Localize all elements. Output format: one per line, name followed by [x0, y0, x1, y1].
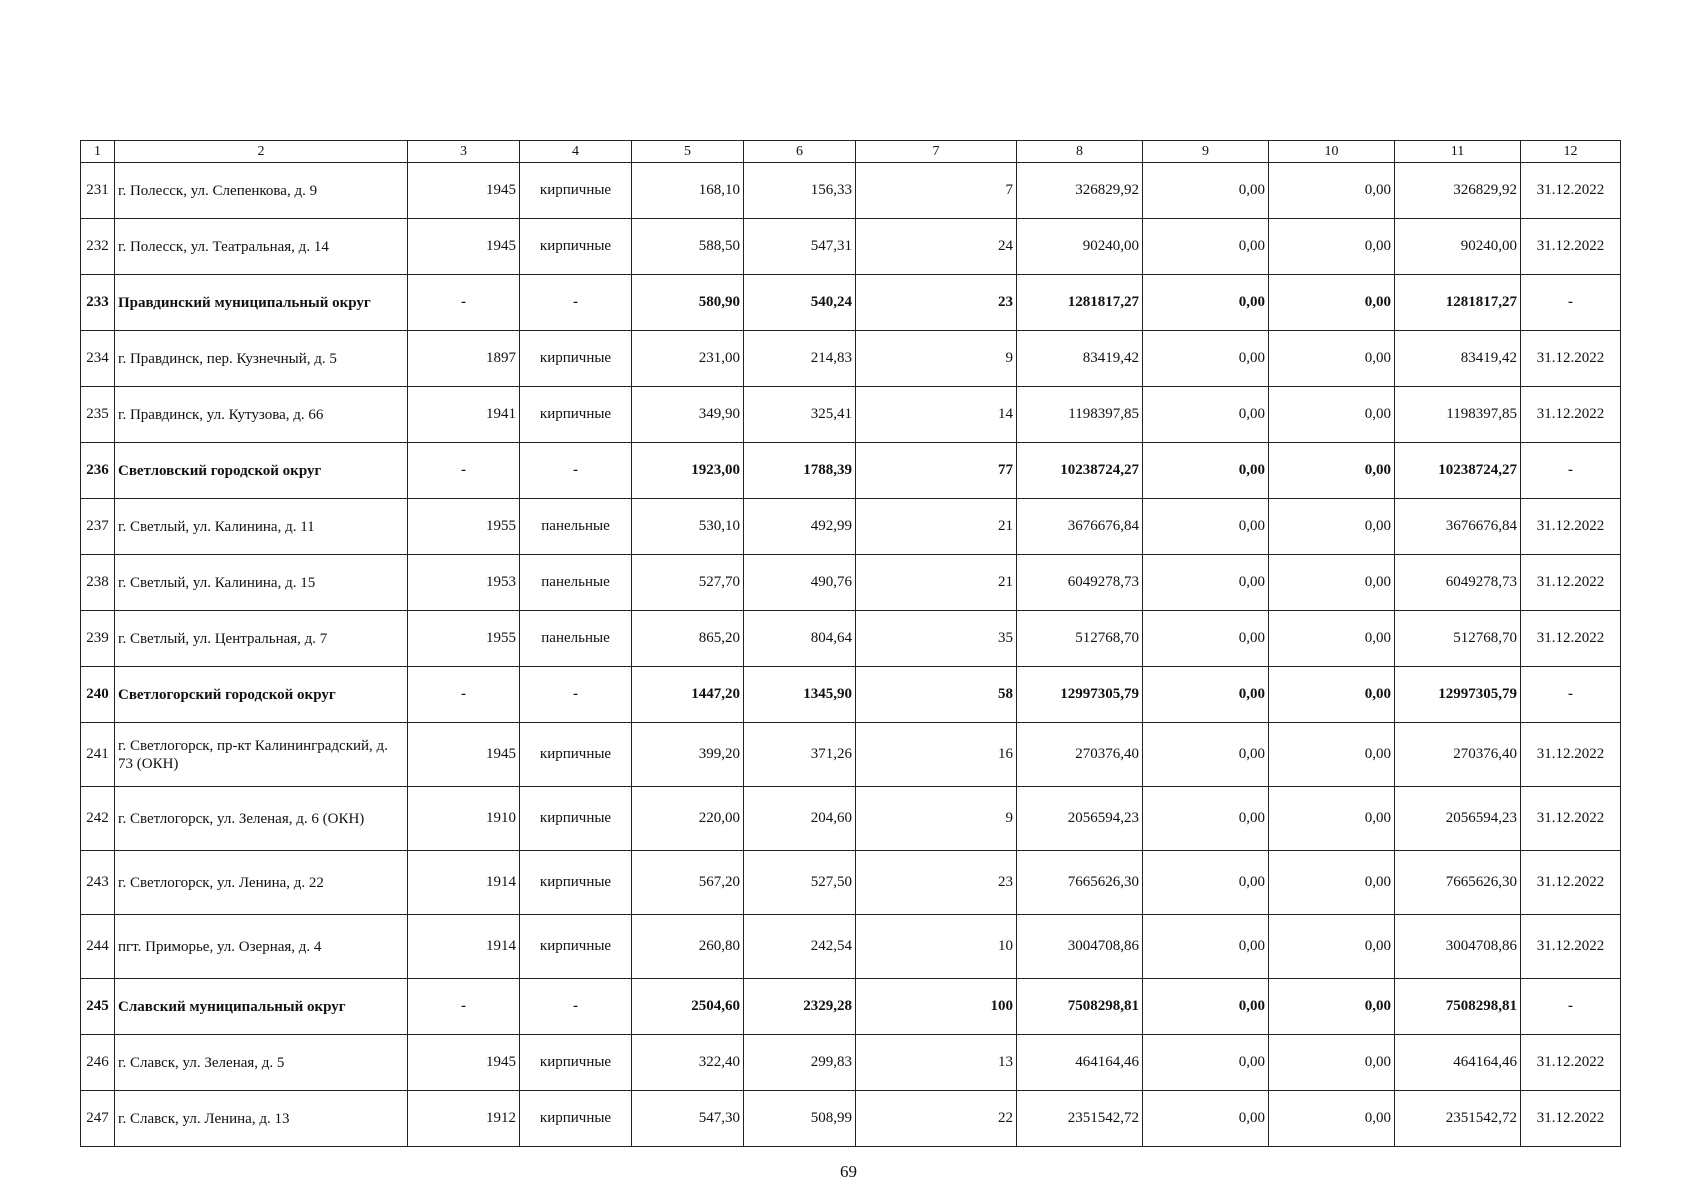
- col11-cell: 270376,40: [1395, 723, 1521, 787]
- col8-cell: 83419,42: [1017, 331, 1143, 387]
- col9-cell: 0,00: [1143, 1035, 1269, 1091]
- col12-cell: 31.12.2022: [1521, 915, 1621, 979]
- col10-cell: 0,00: [1269, 611, 1395, 667]
- address-cell: г. Полесск, ул. Театральная, д. 14: [115, 219, 408, 275]
- year-cell: 1955: [408, 499, 520, 555]
- col5-cell: 168,10: [632, 163, 744, 219]
- col10-cell: 0,00: [1269, 1091, 1395, 1147]
- address-cell: г. Полесск, ул. Слепенкова, д. 9: [115, 163, 408, 219]
- col12-cell: 31.12.2022: [1521, 1035, 1621, 1091]
- col12-cell: 31.12.2022: [1521, 787, 1621, 851]
- col5-cell: 530,10: [632, 499, 744, 555]
- col11-cell: 1198397,85: [1395, 387, 1521, 443]
- address-cell: Светловский городской округ: [115, 443, 408, 499]
- col11-cell: 10238724,27: [1395, 443, 1521, 499]
- address-cell: г. Светлый, ул. Калинина, д. 11: [115, 499, 408, 555]
- material-cell: кирпичные: [520, 387, 632, 443]
- material-cell: -: [520, 667, 632, 723]
- material-cell: кирпичные: [520, 1035, 632, 1091]
- col5-cell: 322,40: [632, 1035, 744, 1091]
- col6-cell: 490,76: [744, 555, 856, 611]
- material-cell: кирпичные: [520, 331, 632, 387]
- header-cell: 8: [1017, 141, 1143, 163]
- col12-cell: 31.12.2022: [1521, 163, 1621, 219]
- col5-cell: 567,20: [632, 851, 744, 915]
- col11-cell: 83419,42: [1395, 331, 1521, 387]
- year-cell: 1914: [408, 851, 520, 915]
- col10-cell: 0,00: [1269, 275, 1395, 331]
- col9-cell: 0,00: [1143, 275, 1269, 331]
- col5-cell: 399,20: [632, 723, 744, 787]
- subtotal-row: [81, 443, 1621, 499]
- col10-cell: 0,00: [1269, 851, 1395, 915]
- row-number-cell: 236: [81, 443, 115, 499]
- address-cell: г. Славск, ул. Ленина, д. 13: [115, 1091, 408, 1147]
- row-number-cell: 246: [81, 1035, 115, 1091]
- col8-cell: 90240,00: [1017, 219, 1143, 275]
- col6-cell: 804,64: [744, 611, 856, 667]
- header-cell: 4: [520, 141, 632, 163]
- table-row: [81, 331, 1621, 387]
- col12-cell: 31.12.2022: [1521, 851, 1621, 915]
- col12-cell: -: [1521, 443, 1621, 499]
- col5-cell: 349,90: [632, 387, 744, 443]
- row-number-cell: 243: [81, 851, 115, 915]
- header-cell: 9: [1143, 141, 1269, 163]
- col7-cell: 23: [856, 851, 1017, 915]
- table-row: [81, 219, 1621, 275]
- col7-cell: 7: [856, 163, 1017, 219]
- col11-cell: 1281817,27: [1395, 275, 1521, 331]
- col7-cell: 9: [856, 787, 1017, 851]
- address-cell: г. Светлый, ул. Центральная, д. 7: [115, 611, 408, 667]
- year-cell: 1945: [408, 723, 520, 787]
- table-row: [81, 915, 1621, 979]
- col9-cell: 0,00: [1143, 219, 1269, 275]
- col8-cell: 1198397,85: [1017, 387, 1143, 443]
- col8-cell: 2056594,23: [1017, 787, 1143, 851]
- col9-cell: 0,00: [1143, 915, 1269, 979]
- year-cell: 1897: [408, 331, 520, 387]
- year-cell: 1914: [408, 915, 520, 979]
- table-row: [81, 555, 1621, 611]
- row-number-cell: 238: [81, 555, 115, 611]
- col9-cell: 0,00: [1143, 787, 1269, 851]
- col9-cell: 0,00: [1143, 555, 1269, 611]
- col10-cell: 0,00: [1269, 387, 1395, 443]
- year-cell: 1953: [408, 555, 520, 611]
- col6-cell: 242,54: [744, 915, 856, 979]
- col8-cell: 6049278,73: [1017, 555, 1143, 611]
- col8-cell: 326829,92: [1017, 163, 1143, 219]
- year-cell: 1945: [408, 1035, 520, 1091]
- col10-cell: 0,00: [1269, 1035, 1395, 1091]
- col5-cell: 1447,20: [632, 667, 744, 723]
- col7-cell: 100: [856, 979, 1017, 1035]
- col9-cell: 0,00: [1143, 723, 1269, 787]
- address-cell: Светлогорский городской округ: [115, 667, 408, 723]
- col10-cell: 0,00: [1269, 555, 1395, 611]
- row-number-cell: 244: [81, 915, 115, 979]
- col10-cell: 0,00: [1269, 331, 1395, 387]
- col12-cell: 31.12.2022: [1521, 611, 1621, 667]
- material-cell: кирпичные: [520, 219, 632, 275]
- address-cell: пгт. Приморье, ул. Озерная, д. 4: [115, 915, 408, 979]
- col12-cell: 31.12.2022: [1521, 219, 1621, 275]
- col11-cell: 3004708,86: [1395, 915, 1521, 979]
- col6-cell: 508,99: [744, 1091, 856, 1147]
- col7-cell: 24: [856, 219, 1017, 275]
- row-number-cell: 241: [81, 723, 115, 787]
- col5-cell: 231,00: [632, 331, 744, 387]
- address-cell: г. Славск, ул. Зеленая, д. 5: [115, 1035, 408, 1091]
- col7-cell: 9: [856, 331, 1017, 387]
- col6-cell: 204,60: [744, 787, 856, 851]
- year-cell: -: [408, 443, 520, 499]
- material-cell: панельные: [520, 555, 632, 611]
- col7-cell: 22: [856, 1091, 1017, 1147]
- row-number-cell: 247: [81, 1091, 115, 1147]
- address-cell: г. Светлогорск, пр-кт Калининградский, д. 73 (ОКН): [115, 723, 408, 787]
- col12-cell: 31.12.2022: [1521, 331, 1621, 387]
- col9-cell: 0,00: [1143, 387, 1269, 443]
- year-cell: 1955: [408, 611, 520, 667]
- table-row: [81, 163, 1621, 219]
- col7-cell: 23: [856, 275, 1017, 331]
- col11-cell: 6049278,73: [1395, 555, 1521, 611]
- header-cell: 6: [744, 141, 856, 163]
- col7-cell: 10: [856, 915, 1017, 979]
- col6-cell: 540,24: [744, 275, 856, 331]
- col7-cell: 16: [856, 723, 1017, 787]
- table-row: [81, 611, 1621, 667]
- col5-cell: 865,20: [632, 611, 744, 667]
- material-cell: -: [520, 979, 632, 1035]
- address-cell: г. Правдинск, пер. Кузнечный, д. 5: [115, 331, 408, 387]
- page-number: 69: [840, 1162, 857, 1181]
- col10-cell: 0,00: [1269, 979, 1395, 1035]
- material-cell: кирпичные: [520, 163, 632, 219]
- col10-cell: 0,00: [1269, 787, 1395, 851]
- col8-cell: 270376,40: [1017, 723, 1143, 787]
- col10-cell: 0,00: [1269, 443, 1395, 499]
- col8-cell: 512768,70: [1017, 611, 1143, 667]
- col6-cell: 492,99: [744, 499, 856, 555]
- col7-cell: 77: [856, 443, 1017, 499]
- row-number-cell: 239: [81, 611, 115, 667]
- col12-cell: 31.12.2022: [1521, 723, 1621, 787]
- col9-cell: 0,00: [1143, 611, 1269, 667]
- col11-cell: 3676676,84: [1395, 499, 1521, 555]
- row-number-cell: 242: [81, 787, 115, 851]
- header-cell: 10: [1269, 141, 1395, 163]
- year-cell: 1941: [408, 387, 520, 443]
- col10-cell: 0,00: [1269, 667, 1395, 723]
- col9-cell: 0,00: [1143, 667, 1269, 723]
- table-row: [81, 1035, 1621, 1091]
- col12-cell: -: [1521, 979, 1621, 1035]
- col5-cell: 2504,60: [632, 979, 744, 1035]
- col6-cell: 1788,39: [744, 443, 856, 499]
- header-cell: 7: [856, 141, 1017, 163]
- table-row: [81, 1091, 1621, 1147]
- housing-table: [80, 140, 1621, 1147]
- subtotal-row: [81, 275, 1621, 331]
- col10-cell: 0,00: [1269, 219, 1395, 275]
- col12-cell: 31.12.2022: [1521, 1091, 1621, 1147]
- col5-cell: 527,70: [632, 555, 744, 611]
- col9-cell: 0,00: [1143, 499, 1269, 555]
- col11-cell: 2351542,72: [1395, 1091, 1521, 1147]
- row-number-cell: 232: [81, 219, 115, 275]
- col8-cell: 1281817,27: [1017, 275, 1143, 331]
- col8-cell: 2351542,72: [1017, 1091, 1143, 1147]
- year-cell: -: [408, 275, 520, 331]
- col11-cell: 512768,70: [1395, 611, 1521, 667]
- col9-cell: 0,00: [1143, 163, 1269, 219]
- row-number-cell: 234: [81, 331, 115, 387]
- col9-cell: 0,00: [1143, 331, 1269, 387]
- col11-cell: 7508298,81: [1395, 979, 1521, 1035]
- row-number-cell: 245: [81, 979, 115, 1035]
- col5-cell: 220,00: [632, 787, 744, 851]
- table-row: [81, 787, 1621, 851]
- col10-cell: 0,00: [1269, 163, 1395, 219]
- material-cell: кирпичные: [520, 851, 632, 915]
- col8-cell: 464164,46: [1017, 1035, 1143, 1091]
- col6-cell: 527,50: [744, 851, 856, 915]
- material-cell: панельные: [520, 611, 632, 667]
- col10-cell: 0,00: [1269, 915, 1395, 979]
- col11-cell: 326829,92: [1395, 163, 1521, 219]
- col12-cell: -: [1521, 667, 1621, 723]
- col9-cell: 0,00: [1143, 979, 1269, 1035]
- row-number-cell: 237: [81, 499, 115, 555]
- address-cell: Правдинский муниципальный округ: [115, 275, 408, 331]
- table-row: [81, 723, 1621, 787]
- row-number-cell: 235: [81, 387, 115, 443]
- header-cell: 2: [115, 141, 408, 163]
- address-cell: г. Светлогорск, ул. Ленина, д. 22: [115, 851, 408, 915]
- year-cell: -: [408, 979, 520, 1035]
- address-cell: г. Светлогорск, ул. Зеленая, д. 6 (ОКН): [115, 787, 408, 851]
- material-cell: -: [520, 443, 632, 499]
- col12-cell: -: [1521, 275, 1621, 331]
- col8-cell: 10238724,27: [1017, 443, 1143, 499]
- col5-cell: 1923,00: [632, 443, 744, 499]
- col6-cell: 1345,90: [744, 667, 856, 723]
- col9-cell: 0,00: [1143, 1091, 1269, 1147]
- header-cell: 12: [1521, 141, 1621, 163]
- col11-cell: 90240,00: [1395, 219, 1521, 275]
- col6-cell: 214,83: [744, 331, 856, 387]
- col8-cell: 12997305,79: [1017, 667, 1143, 723]
- table-row: [81, 387, 1621, 443]
- year-cell: 1910: [408, 787, 520, 851]
- year-cell: 1912: [408, 1091, 520, 1147]
- row-number-cell: 233: [81, 275, 115, 331]
- col6-cell: 325,41: [744, 387, 856, 443]
- material-cell: -: [520, 275, 632, 331]
- col12-cell: 31.12.2022: [1521, 499, 1621, 555]
- col8-cell: 7665626,30: [1017, 851, 1143, 915]
- subtotal-row: [81, 979, 1621, 1035]
- col8-cell: 3676676,84: [1017, 499, 1143, 555]
- col12-cell: 31.12.2022: [1521, 387, 1621, 443]
- col7-cell: 35: [856, 611, 1017, 667]
- col5-cell: 547,30: [632, 1091, 744, 1147]
- col7-cell: 21: [856, 499, 1017, 555]
- col12-cell: 31.12.2022: [1521, 555, 1621, 611]
- table-row: [81, 499, 1621, 555]
- col8-cell: 3004708,86: [1017, 915, 1143, 979]
- year-cell: 1945: [408, 163, 520, 219]
- col11-cell: 464164,46: [1395, 1035, 1521, 1091]
- col9-cell: 0,00: [1143, 443, 1269, 499]
- header-cell: 5: [632, 141, 744, 163]
- col7-cell: 14: [856, 387, 1017, 443]
- col7-cell: 58: [856, 667, 1017, 723]
- table-body: [81, 163, 1621, 1147]
- col6-cell: 299,83: [744, 1035, 856, 1091]
- address-cell: г. Светлый, ул. Калинина, д. 15: [115, 555, 408, 611]
- col7-cell: 21: [856, 555, 1017, 611]
- col7-cell: 13: [856, 1035, 1017, 1091]
- col5-cell: 260,80: [632, 915, 744, 979]
- col5-cell: 580,90: [632, 275, 744, 331]
- header-cell: 3: [408, 141, 520, 163]
- col5-cell: 588,50: [632, 219, 744, 275]
- address-cell: г. Правдинск, ул. Кутузова, д. 66: [115, 387, 408, 443]
- col6-cell: 547,31: [744, 219, 856, 275]
- year-cell: -: [408, 667, 520, 723]
- table-row: [81, 851, 1621, 915]
- year-cell: 1945: [408, 219, 520, 275]
- material-cell: кирпичные: [520, 787, 632, 851]
- header-cell: 1: [81, 141, 115, 163]
- col11-cell: 12997305,79: [1395, 667, 1521, 723]
- col11-cell: 2056594,23: [1395, 787, 1521, 851]
- col11-cell: 7665626,30: [1395, 851, 1521, 915]
- col8-cell: 7508298,81: [1017, 979, 1143, 1035]
- address-cell: Славский муниципальный округ: [115, 979, 408, 1035]
- material-cell: кирпичные: [520, 1091, 632, 1147]
- row-number-cell: 240: [81, 667, 115, 723]
- header-row: [81, 141, 1621, 163]
- material-cell: кирпичные: [520, 723, 632, 787]
- col6-cell: 2329,28: [744, 979, 856, 1035]
- material-cell: кирпичные: [520, 915, 632, 979]
- subtotal-row: [81, 667, 1621, 723]
- col6-cell: 156,33: [744, 163, 856, 219]
- row-number-cell: 231: [81, 163, 115, 219]
- header-cell: 11: [1395, 141, 1521, 163]
- col10-cell: 0,00: [1269, 723, 1395, 787]
- col9-cell: 0,00: [1143, 851, 1269, 915]
- material-cell: панельные: [520, 499, 632, 555]
- col6-cell: 371,26: [744, 723, 856, 787]
- col10-cell: 0,00: [1269, 499, 1395, 555]
